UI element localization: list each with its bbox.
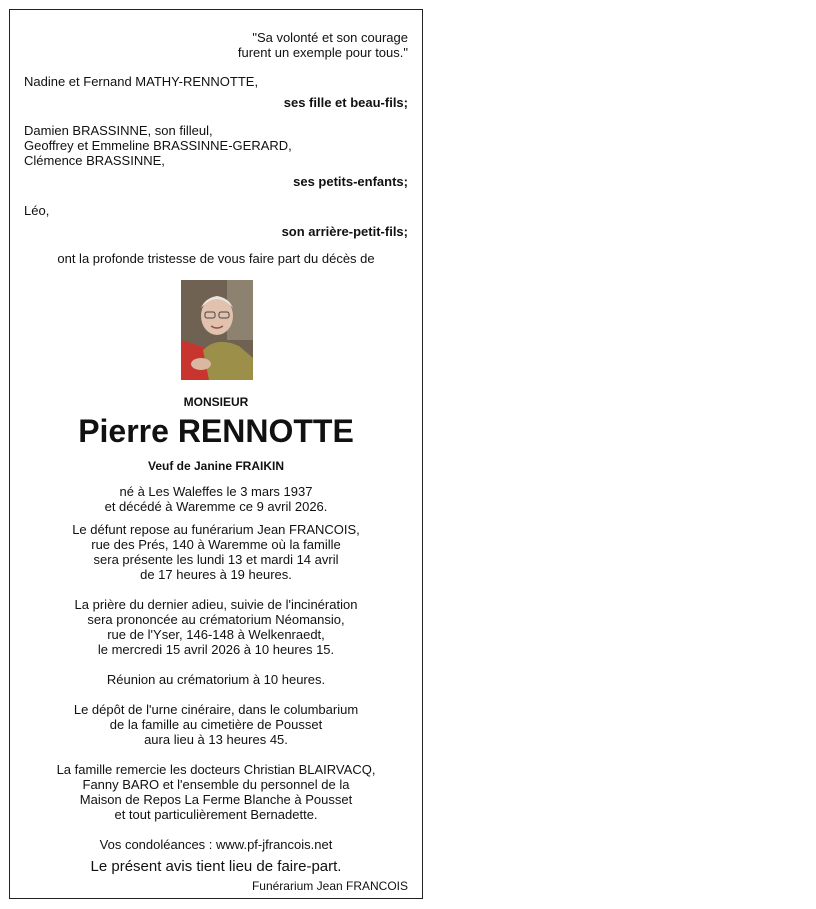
urn-line-2: de la famille au cimetière de Pousset: [109, 717, 323, 732]
funeral-home-line-3: sera présente les lundi 13 et mardi 14 avril: [93, 552, 339, 567]
thanks-line-3: Maison de Repos La Ferme Blanche à Pousset: [79, 792, 353, 807]
obituary-notice: [9, 9, 423, 899]
thanks-line-1: La famille remercie les docteurs Christian BLAIRVACQ,: [56, 762, 376, 777]
quote-line-2: furent un exemple pour tous.": [237, 45, 408, 60]
deceased-photo: [181, 280, 253, 380]
grandchild-line-3: Clémence BRASSINNE,: [24, 153, 165, 168]
funeral-home-line-1: Le défunt repose au funérarium Jean FRANCOIS,: [72, 522, 360, 537]
quote-line-1: "Sa volonté et son courage: [252, 30, 408, 45]
announcement: ont la profonde tristesse de vous faire part du décès de: [57, 251, 375, 266]
faire-part-notice: Le présent avis tient lieu de faire-part.: [90, 858, 342, 875]
condolences-line: Vos condoléances : www.pf-jfrancois.net: [99, 837, 333, 852]
great-grandchild-role: son arrière-petit-fils;: [281, 224, 408, 239]
thanks-line-2: Fanny BARO et l'ensemble du personnel de la: [82, 777, 350, 792]
death-line: et décédé à Waremme ce 9 avril 2026.: [104, 499, 328, 514]
children-role: ses fille et beau-fils;: [283, 95, 408, 110]
great-grandchild-name: Léo,: [24, 203, 50, 218]
deceased-title: MONSIEUR: [183, 395, 249, 409]
grandchild-line-2: Geoffrey et Emmeline BRASSINNE-GERARD,: [24, 138, 292, 153]
grandchild-line-1: Damien BRASSINNE, son filleul,: [24, 123, 213, 138]
meeting-line: Réunion au crématorium à 10 heures.: [106, 672, 326, 687]
ceremony-line-2: sera prononcée au crématorium Néomansio,: [87, 612, 345, 627]
funeral-home-line-2: rue des Prés, 140 à Waremme où la famille: [91, 537, 341, 552]
ceremony-line-1: La prière du dernier adieu, suivie de l'incinération: [74, 597, 358, 612]
grandchildren-role: ses petits-enfants;: [293, 174, 408, 189]
urn-line-1: Le dépôt de l'urne cinéraire, dans le columbarium: [73, 702, 359, 717]
children-names: Nadine et Fernand MATHY-RENNOTTE,: [24, 74, 259, 89]
thanks-line-4: et tout particulièrement Bernadette.: [114, 807, 318, 822]
widower-line: Veuf de Janine FRAIKIN: [147, 459, 285, 473]
funeral-home-line-4: de 17 heures à 19 heures.: [140, 567, 292, 582]
urn-line-3: aura lieu à 13 heures 45.: [144, 732, 288, 747]
ceremony-line-3: rue de l'Yser, 146-148 à Welkenraedt,: [107, 627, 325, 642]
funeral-home-signature: Funérarium Jean FRANCOIS: [251, 879, 408, 893]
birth-line: né à Les Waleffes le 3 mars 1937: [119, 484, 313, 499]
deceased-name: Pierre RENNOTTE: [78, 413, 354, 449]
ceremony-line-4: le mercredi 15 avril 2026 à 10 heures 15.: [97, 642, 335, 657]
